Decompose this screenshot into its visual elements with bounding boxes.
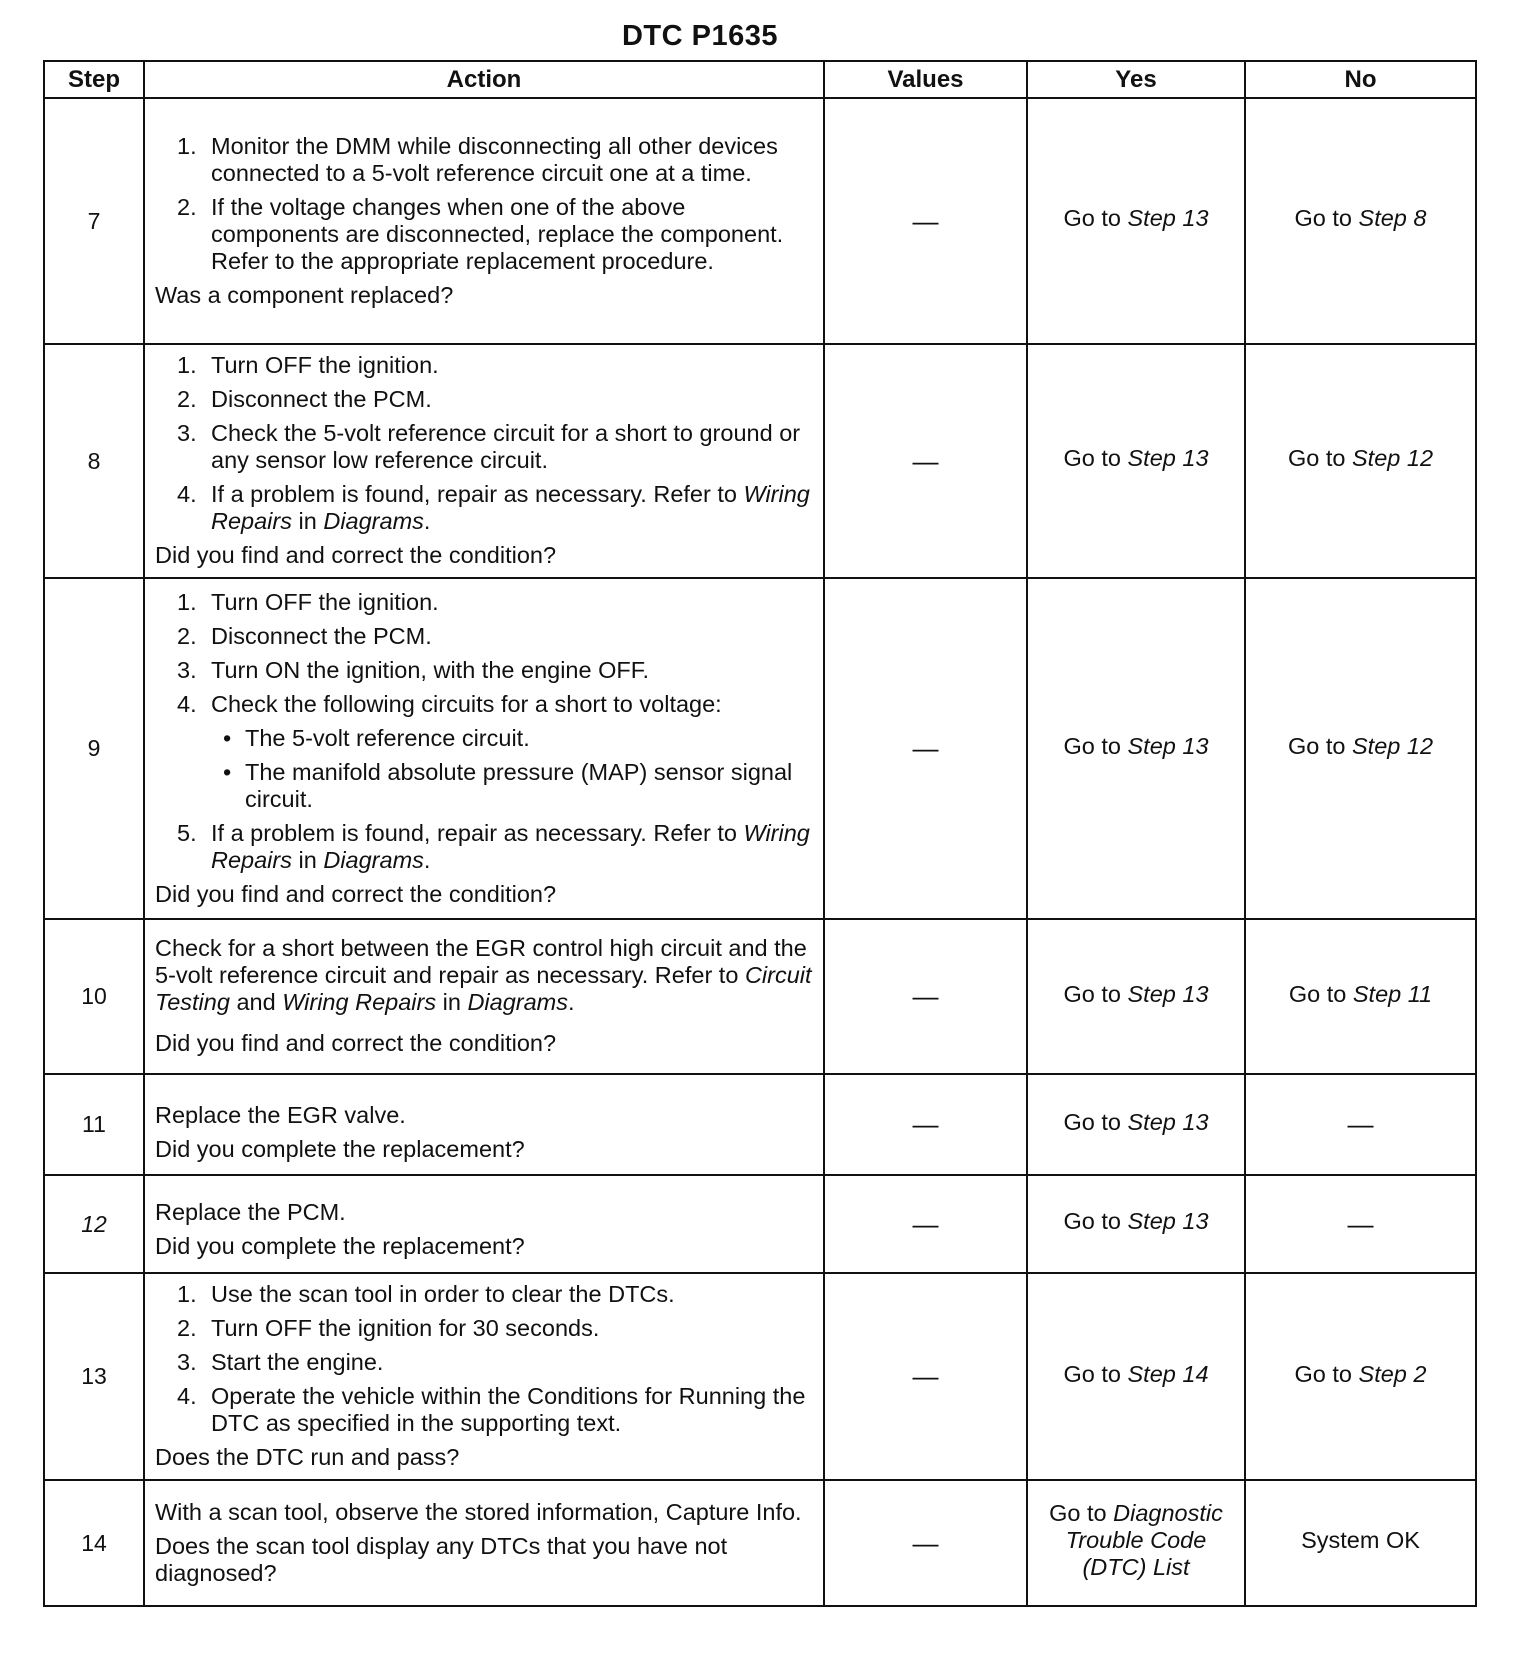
values-cell: — xyxy=(824,98,1027,344)
no-cell: — xyxy=(1245,1074,1476,1175)
action-item: 3. Check the 5-volt reference circuit for a short to ground or any sensor low reference circuit. xyxy=(177,420,801,473)
action-paragraph: With a scan tool, observe the stored information, Capture Info. xyxy=(155,1498,802,1525)
values-cell: — xyxy=(824,1074,1027,1175)
header-no: No xyxy=(1245,61,1476,98)
no-cell: Go to Step 8 xyxy=(1245,98,1476,344)
action-item: 4. Check the following circuits for a short to voltage: • The 5-volt reference circuit. • The manifold absolute pressure (MAP) sensor signal circuit. xyxy=(155,691,815,813)
question: Did you find and correct the condition? xyxy=(155,880,557,907)
step-number: 9 xyxy=(44,578,144,919)
question: Does the scan tool display any DTCs that you have not diagnosed? xyxy=(155,1532,728,1586)
values-cell: — xyxy=(824,1273,1027,1480)
values-cell: — xyxy=(824,344,1027,578)
step-number: 8 xyxy=(44,344,144,578)
bullet-item: • The 5-volt reference circuit. xyxy=(211,725,815,752)
no-cell: Go to Step 12 xyxy=(1245,578,1476,919)
step-number: 11 xyxy=(44,1074,144,1175)
dtc-table xyxy=(43,60,1477,1607)
table-row xyxy=(44,578,1476,919)
action-item: 4. Operate the vehicle within the Conditions for Running the DTC as specified in the supporting text. xyxy=(177,1383,806,1436)
header-yes: Yes xyxy=(1027,61,1245,98)
table-row xyxy=(44,344,1476,578)
action-item: 1. Use the scan tool in order to clear the DTCs. xyxy=(177,1281,675,1307)
action-item: 4. If a problem is found, repair as necessary. Refer to Wiring Repairs in Diagrams. xyxy=(177,481,810,534)
action-cell xyxy=(144,1273,824,1480)
header-row xyxy=(44,61,1476,98)
no-cell: — xyxy=(1245,1175,1476,1273)
question: Did you complete the replacement? xyxy=(155,1135,525,1162)
question: Did you complete the replacement? xyxy=(155,1233,525,1259)
question: Did you find and correct the condition? xyxy=(155,542,557,568)
action-item: 1. Turn OFF the ignition. xyxy=(177,588,439,615)
question: Was a component replaced? xyxy=(155,281,454,308)
action-item: 1. Monitor the DMM while disconnecting all other devices connected to a 5-volt reference circuit one at a time. xyxy=(177,132,778,186)
values-cell: — xyxy=(824,578,1027,919)
yes-cell: Go to Step 13 xyxy=(1027,1074,1245,1175)
action-paragraph: Replace the PCM. xyxy=(155,1199,346,1225)
no-cell: Go to Step 2 xyxy=(1245,1273,1476,1480)
page-title: DTC P1635 xyxy=(621,20,778,52)
action-paragraph: Replace the EGR valve. xyxy=(155,1101,406,1128)
table-row xyxy=(44,1074,1476,1175)
action-cell xyxy=(144,578,824,919)
header-step: Step xyxy=(44,61,144,98)
yes-cell: Go to Step 13 xyxy=(1027,98,1245,344)
table-row xyxy=(44,1175,1476,1273)
yes-cell: Go to Step 13 xyxy=(1027,1175,1245,1273)
table-row xyxy=(44,919,1476,1074)
action-item: 2. Disconnect the PCM. xyxy=(177,622,432,649)
action-cell xyxy=(144,1480,824,1606)
action-cell xyxy=(144,344,824,578)
yes-cell: Go to Step 14 xyxy=(1027,1273,1245,1480)
action-paragraph: Check for a short between the EGR control high circuit and the 5-volt reference circuit and repair as necessary. Refer to Circuit Testing and Wiring Repairs in Diagrams. xyxy=(155,935,812,1015)
action-item: 3. Turn ON the ignition, with the engine OFF. xyxy=(177,656,650,683)
action-cell xyxy=(144,98,824,344)
values-cell: — xyxy=(824,1480,1027,1606)
action-item: 5. If a problem is found, repair as necessary. Refer to Wiring Repairs in Diagrams. xyxy=(177,819,810,873)
table-row xyxy=(44,1480,1476,1606)
action-item: 1. Turn OFF the ignition. xyxy=(177,352,439,378)
question: Does the DTC run and pass? xyxy=(155,1444,460,1470)
yes-cell: Go to Step 13 xyxy=(1027,578,1245,919)
step-number: 7 xyxy=(44,98,144,344)
yes-cell: Go to Step 13 xyxy=(1027,919,1245,1074)
no-cell: System OK xyxy=(1245,1480,1476,1606)
values-cell: — xyxy=(824,1175,1027,1273)
action-cell xyxy=(144,1175,824,1273)
yes-cell: Go to Step 13 xyxy=(1027,344,1245,578)
action-item: 3. Start the engine. xyxy=(177,1349,384,1375)
values-cell: — xyxy=(824,919,1027,1074)
action-item: 2. Turn OFF the ignition for 30 seconds. xyxy=(177,1315,600,1341)
step-number: 14 xyxy=(44,1480,144,1606)
question: Did you find and correct the condition? xyxy=(155,1030,557,1056)
table-row xyxy=(44,1273,1476,1480)
step-number: 10 xyxy=(44,919,144,1074)
bullet-item: • The manifold absolute pressure (MAP) sensor signal circuit. xyxy=(211,759,815,813)
action-item: 2. Disconnect the PCM. xyxy=(177,386,432,412)
no-cell: Go to Step 11 xyxy=(1245,919,1476,1074)
action-cell xyxy=(144,1074,824,1175)
no-cell: Go to Step 12 xyxy=(1245,344,1476,578)
header-values: Values xyxy=(824,61,1027,98)
header-action: Action xyxy=(144,61,824,98)
action-item: 2. If the voltage changes when one of the above components are disconnected, replace the component. Refer to the appropriate replacement procedure. xyxy=(177,193,784,274)
step-number: 13 xyxy=(44,1273,144,1480)
table-row xyxy=(44,98,1476,344)
step-number: 12 xyxy=(44,1175,144,1273)
yes-cell: Go to Diagnostic Trouble Code (DTC) List xyxy=(1027,1480,1245,1606)
action-cell xyxy=(144,919,824,1074)
